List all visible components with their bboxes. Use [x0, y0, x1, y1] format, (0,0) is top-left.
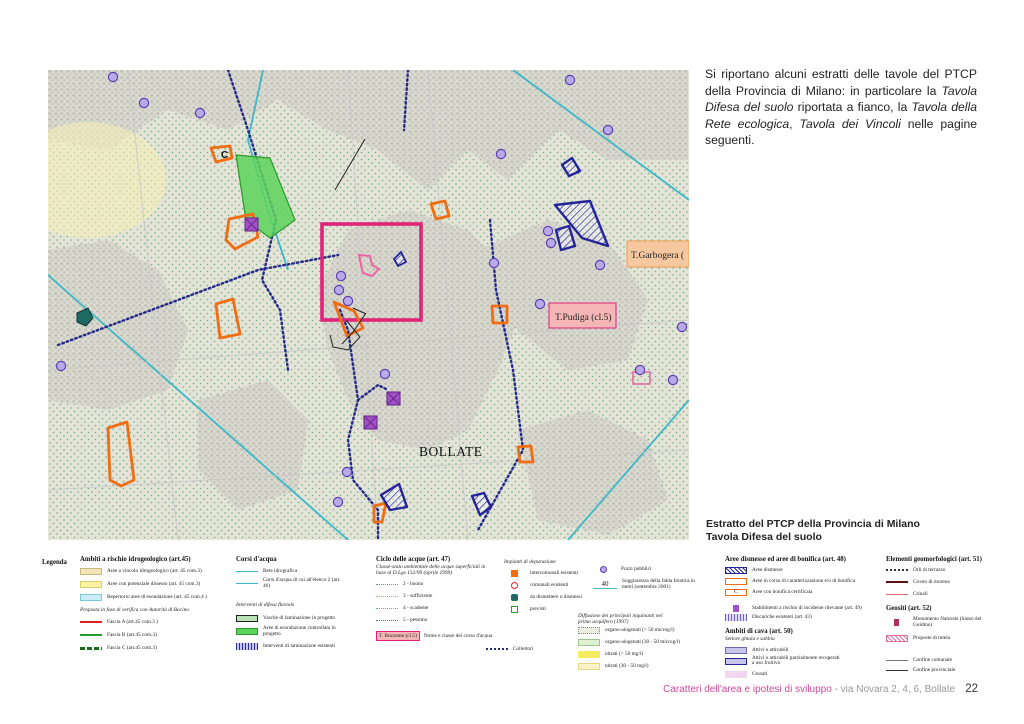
legend-row: Vasche di laminazione in progetto [236, 613, 335, 623]
legend-row: 2 - buono [376, 579, 423, 589]
legend-row: Fascia B (art.45 com.3) [80, 630, 157, 640]
legend-row: Monumento Naturale (Sasso del Guidino) [886, 615, 983, 629]
legend-row: Attivi o attivabili parzialmente recuperati a uso fruitivo [725, 656, 842, 666]
caption-line-1: Estratto del PTCP della Provincia di Milano [706, 518, 920, 530]
footer-address: - via Novara 2, 4, 6, Bollate [831, 684, 956, 695]
legend-row: Discariche esistenti (art. 43) [725, 612, 812, 622]
legend-row: organo-alogenati (30 - 50 microg/l) [578, 637, 680, 647]
legend-row: C Aree con bonifica certificata [725, 587, 812, 597]
legend-quarry-header: Ambiti di cava (art. 50) [725, 628, 793, 635]
legend-row: Crinali [886, 589, 928, 599]
legend-row: comunali esistenti [504, 580, 568, 590]
legend-row: Pozzi pubblici [593, 564, 651, 574]
legend-row: intercomunali esistenti [504, 568, 578, 578]
pudiga-label [549, 303, 616, 328]
legend-col6-header: Aree dismesse ed aree di bonifica (art. 48) [725, 556, 846, 563]
legend-row: da dismettere o dismessi [504, 592, 582, 602]
legend-row: Orli di terrazzo [886, 565, 945, 575]
legend-col1-header: Ambiti a rischio idrogeologico (art.45) [80, 556, 191, 563]
legend-row: Rete idrografica [236, 566, 297, 576]
legend-col2-header: Corsi d'acqua [236, 556, 277, 563]
marker-c-label: C [221, 150, 229, 161]
legend-row: Interventi di laminazione esistenti [236, 641, 335, 651]
legend-row: 4 - scadente [376, 603, 428, 613]
legend-row: Confine provinciale [886, 665, 955, 675]
legend-row: Aree di esondazione controllata in progetto [236, 626, 351, 636]
legend-row: Corsi d'acqua di cui all'elenco 2 (art. 46) [236, 578, 348, 588]
legend-row: organo-alogenati (> 50 microg/l) [578, 625, 675, 635]
legend-row: previsti [504, 604, 546, 614]
page-footer [663, 683, 978, 695]
legend-row: Repertorio aree di esondazione (art. 45 com.4 ) [80, 592, 207, 602]
legend-row: Aree in corso di caratterizzazione e/o di bonifica [725, 576, 855, 586]
legend-col4-subheader: Diffusione dei principali inquinanti nel primo acquifero (1997) [578, 613, 663, 625]
legend-row: nitrati (30 - 50 mg/l) [578, 661, 649, 671]
legend-row: Confine comunale [886, 655, 952, 665]
legend-row: T. Bozzente (cl.5) Nome e classe del corso d'acqua [376, 631, 492, 641]
legend-col2-subheader: Interventi di difesa fluviale [236, 602, 295, 608]
legend-quarry-sub: Settore ghiaia e sabbia [725, 636, 775, 642]
svg-text:T.Pudiga (cl.5): T.Pudiga (cl.5) [555, 313, 612, 323]
legend-row: Aree con potenziale dissesto (art. 45 com.3) [80, 579, 200, 589]
garbogera-label [627, 241, 689, 267]
intro-paragraph: Si riportano alcuni estratti delle tavole del PTCP della Provincia di Milano: in particolare la Tavola Difesa del suolo riportata a fianco, la Tavola della Rete ecologica, Tavola dei Vincoli nelle pagine seguenti. [705, 67, 978, 148]
legend-row: Aree a vincolo idrogeologico (art. 45 com.3) [80, 566, 202, 576]
ptcp-map-extract [48, 70, 689, 540]
caption-line-2: Tavola Difesa del suolo [706, 531, 822, 543]
town-label-bollate: BOLLATE [419, 444, 483, 459]
legend-title: Legenda [42, 559, 67, 566]
map-caption [706, 518, 920, 544]
legend-row: 5 - pessimo [376, 615, 427, 625]
page-number: 22 [965, 683, 978, 695]
legend-row: Aree dismesse [725, 565, 783, 575]
legend-row: Attivi o attivabili [725, 645, 789, 655]
legend-geo-header: Geositi (art. 52) [886, 605, 932, 612]
svg-text:T.Garbogera (: T.Garbogera ( [631, 251, 685, 261]
map-legend [38, 553, 988, 681]
legend-row: Fascia C (art.45 com.3) [80, 643, 157, 653]
legend-row: Collettori [486, 644, 533, 654]
legend-row: Fascia A (art.45 com.3 ) [80, 617, 158, 627]
legend-row: Cessati [725, 669, 767, 679]
legend-row: 3 - sufficiente [376, 591, 432, 601]
legend-col4-header: Impianti di depurazione [504, 559, 556, 565]
legend-col3-note: Classe-stato ambientale delle acque superficiali in base al D.Lgs 152/99 (aprile 1999) [376, 564, 486, 576]
legend-col7-header: Elementi geomorfologici (art. 51) [886, 556, 982, 563]
legend-row: Stabilimenti a rischio di incidente rilevante (art. 49) [725, 603, 862, 613]
footer-topic: Caratteri dell'area e ipotesi di sviluppo [663, 684, 832, 695]
legend-col3-header: Ciclo delle acque (art. 47) [376, 556, 451, 563]
legend-col1-subheader: Proposta in fase di verifica con Autorità di Bacino [80, 607, 189, 613]
legend-row: 40 Soggiacenza della falda freatica in metri (settembre 2001) [593, 577, 702, 591]
legend-row: Crosto di morena [886, 577, 950, 587]
legend-row: nitrati (> 50 mg/l) [578, 649, 643, 659]
legend-row: Proposte di tutela [886, 633, 950, 643]
